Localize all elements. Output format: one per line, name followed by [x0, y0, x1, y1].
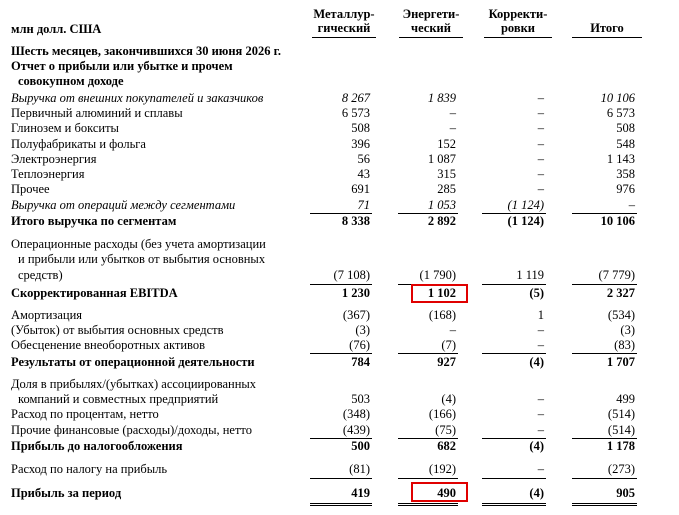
row-semi-finished-foil: Полуфабрикаты и фольга 396 152 – 548 [11, 137, 635, 151]
row-other: Прочее 691 285 – 976 [11, 182, 635, 196]
row-income-tax: Расход по налогу на прибыль (81) (192) – (273) [11, 462, 635, 476]
row-heat-energy: Теплоэнергия 43 315 – 358 [11, 167, 635, 181]
row-impairment: Обесценение внеоборотных активов (76) (7) – (83) [11, 338, 635, 352]
row-loss-disposal: (Убыток) от выбытия основных средств (3) – – (3) [11, 323, 635, 337]
section-title: Шесть месяцев, закончившихся 30 июня 2026 г. [11, 44, 281, 58]
col-header-metallurgical: Металлур- гический [312, 7, 376, 35]
row-other-finance: Прочие финансовые (расходы)/доходы, нетто (439) (75) – (514) [11, 423, 635, 437]
col-header-adjustments: Корректи- ровки [484, 7, 552, 35]
row-operating-results: Результаты от операционной деятельности 784 927 (4) 1 707 [11, 355, 635, 369]
row-adjusted-ebitda: Скорректированная EBITDA 1 230 1 102 (5) 2 327 [11, 286, 635, 300]
row-opex-label2: и прибыли или убытков от выбытия основных [18, 252, 266, 266]
row-electricity: Электроэнергия 56 1 087 – 1 143 [11, 152, 635, 166]
subsection-title-line1: Отчет о прибыли или убытке и прочем [11, 59, 233, 73]
row-alumina-bauxite: Глинозем и бокситы 508 – – 508 [11, 121, 635, 135]
row-profit-for-period: Прибыль за период 419 490 (4) 905 [11, 486, 635, 500]
subsection-title-line2: совокупном доходе [18, 74, 124, 88]
row-profit-before-tax: Прибыль до налогообложения 500 682 (4) 1 178 [11, 439, 635, 453]
row-associates-label1: Доля в прибылях/(убытках) ассоциированных [11, 377, 257, 391]
row-primary-aluminium: Первичный алюминий и сплавы 6 573 – – 6 573 [11, 106, 635, 120]
row-depreciation: Амортизация (367) (168) 1 (534) [11, 308, 635, 322]
col-header-total: Итого [572, 7, 642, 35]
units-label: млн долл. США [11, 22, 102, 36]
row-intersegment-revenue: Выручка от операций между сегментами 71 1 053 (1 124) – [11, 198, 635, 212]
row-share-associates: компаний и совместных предприятий 503 (4) – 499 [18, 392, 635, 406]
row-opex-label1: Операционные расходы (без учета амортизации [11, 237, 266, 251]
row-total-segment-revenue: Итого выручка по сегментам 8 338 2 892 (1 124) 10 106 [11, 214, 635, 228]
highlight-box-ebitda-energy [411, 284, 468, 303]
row-external-revenue: Выручка от внешних покупателей и заказчиков 8 267 1 839 – 10 106 [11, 91, 635, 105]
row-interest-expense: Расход по процентам, нетто (348) (166) – (514) [11, 407, 635, 421]
row-operating-expenses: средств) (7 108) (1 790) 1 119 (7 779) [18, 268, 635, 282]
col-header-energy: Энергети- ческий [399, 7, 463, 35]
highlight-box-profit-energy [411, 482, 468, 502]
